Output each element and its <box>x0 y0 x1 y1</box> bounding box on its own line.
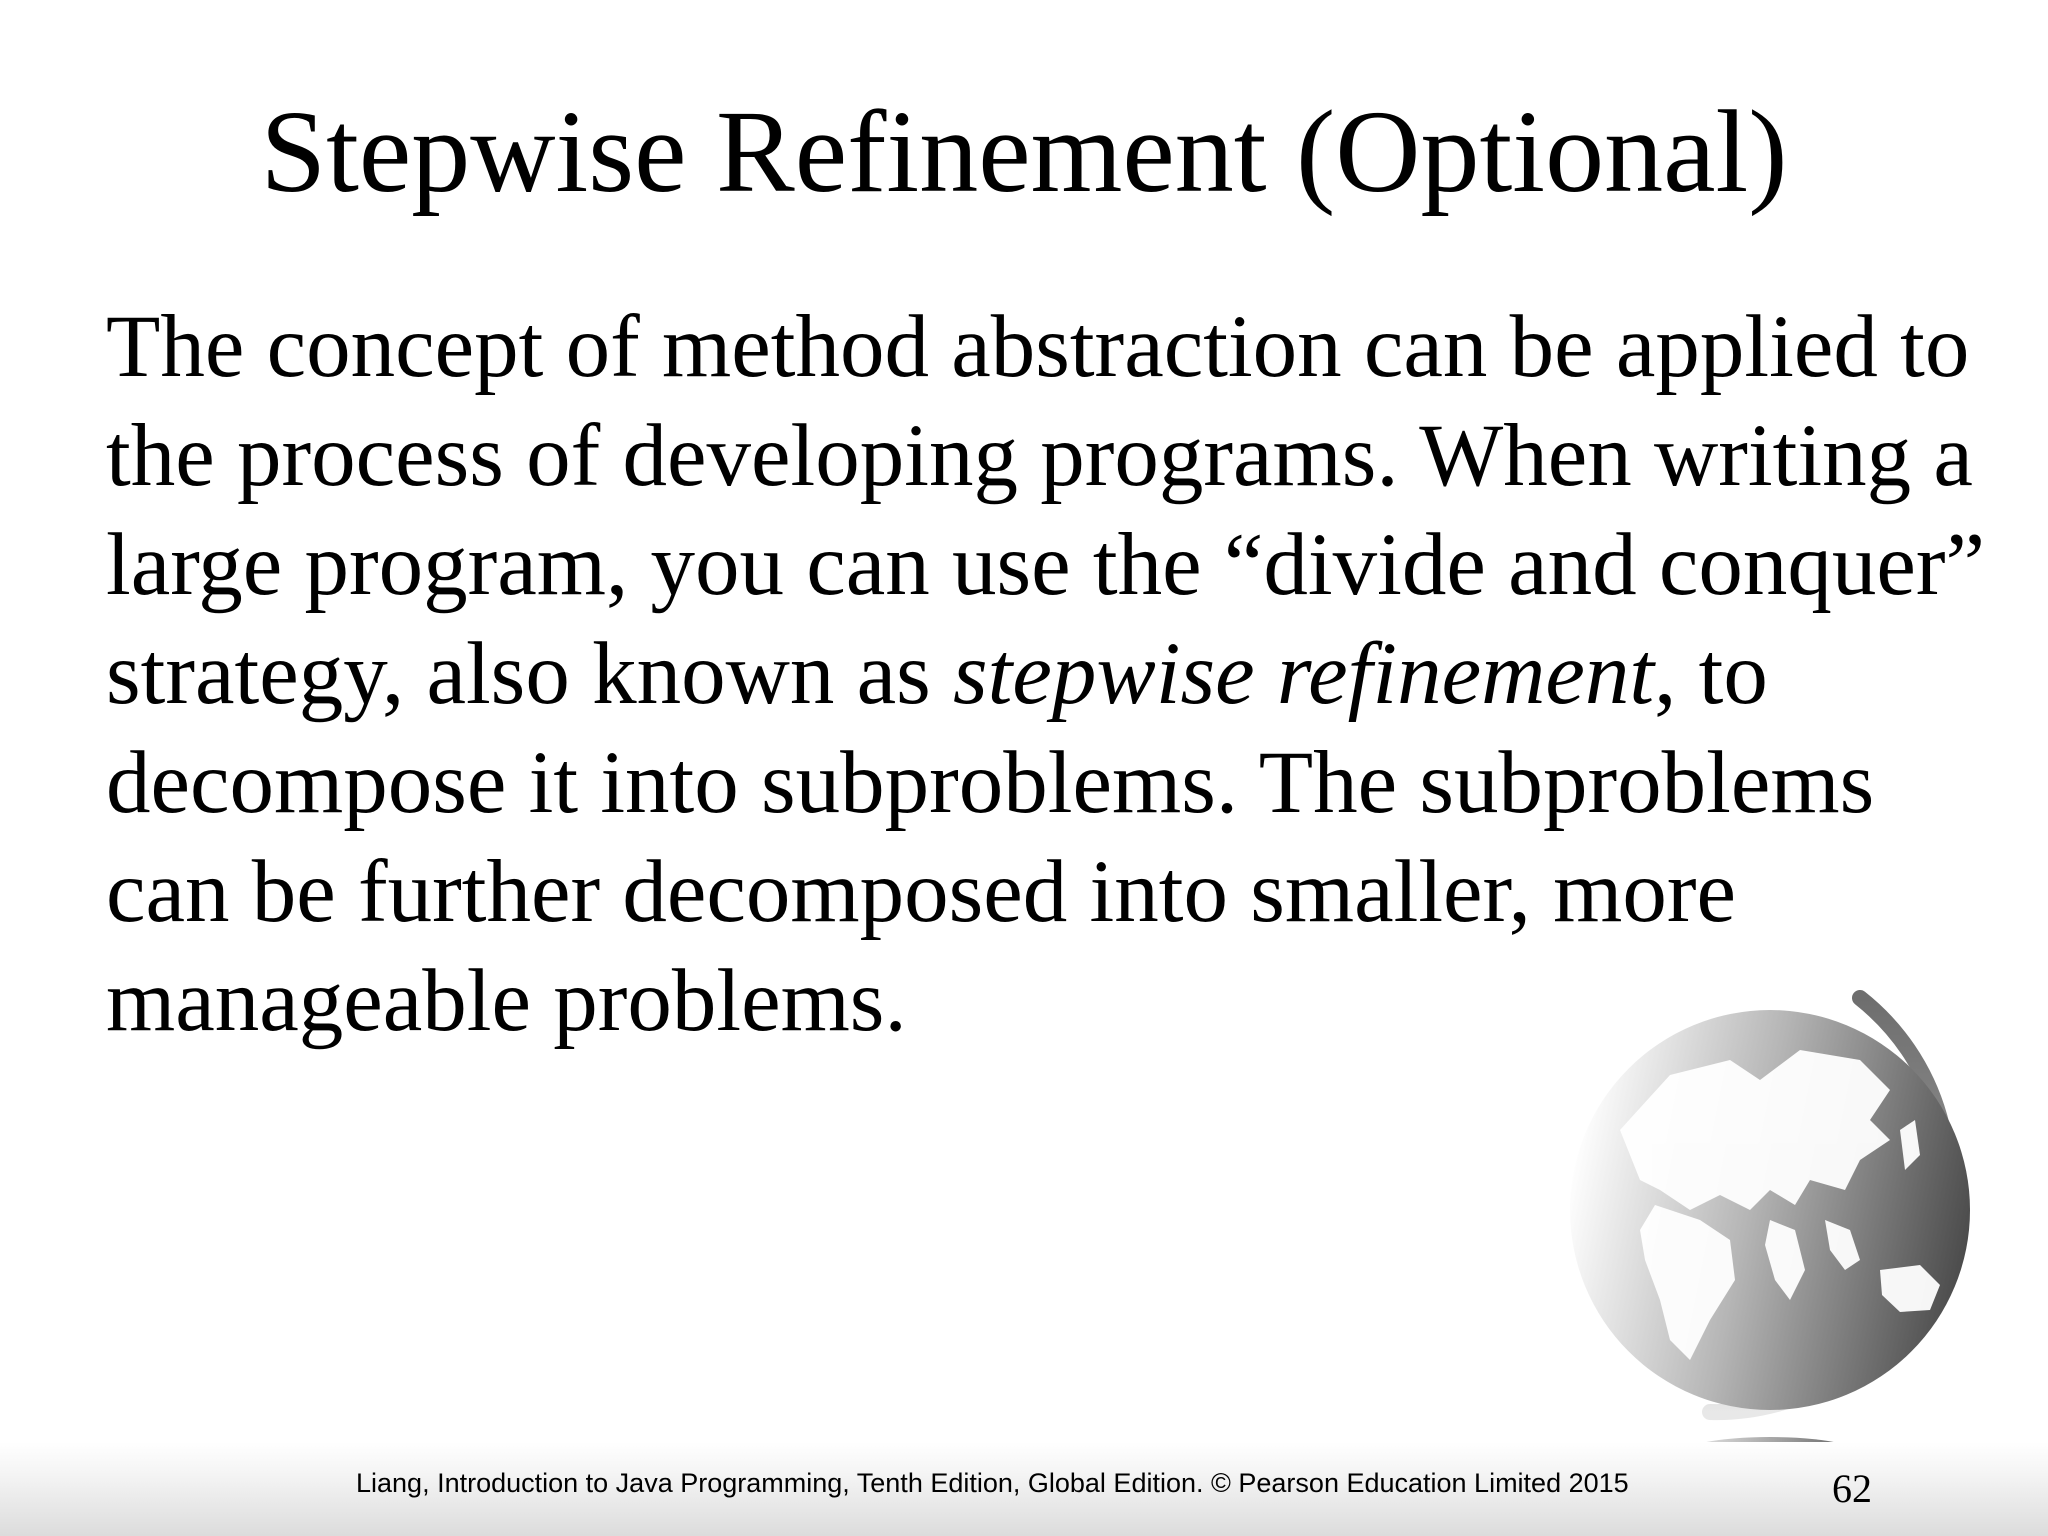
body-paragraph <box>106 293 1986 1056</box>
globe-icon <box>1560 980 2020 1500</box>
page-number: 62 <box>1832 1466 1872 1511</box>
slide-title: Stepwise Refinement (Optional) <box>260 86 1788 217</box>
body-text-italic: stepwise refinement <box>952 625 1655 723</box>
body-text-part1: The concept of method abstraction can be applied to the process of developing programs. When writing a large program, you can use the “divide and conquer” strategy, also known as <box>106 298 1985 723</box>
slide-body <box>106 293 1986 1056</box>
body-text-part2: , to decompose it into subproblems. The subproblems can be further decomposed into smaller, more manageable problems. <box>106 625 1875 1050</box>
footer-citation: Liang, Introduction to Java Programming, Tenth Edition, Global Edition. © Pearson Education Limited 2015 <box>356 1468 1629 1498</box>
